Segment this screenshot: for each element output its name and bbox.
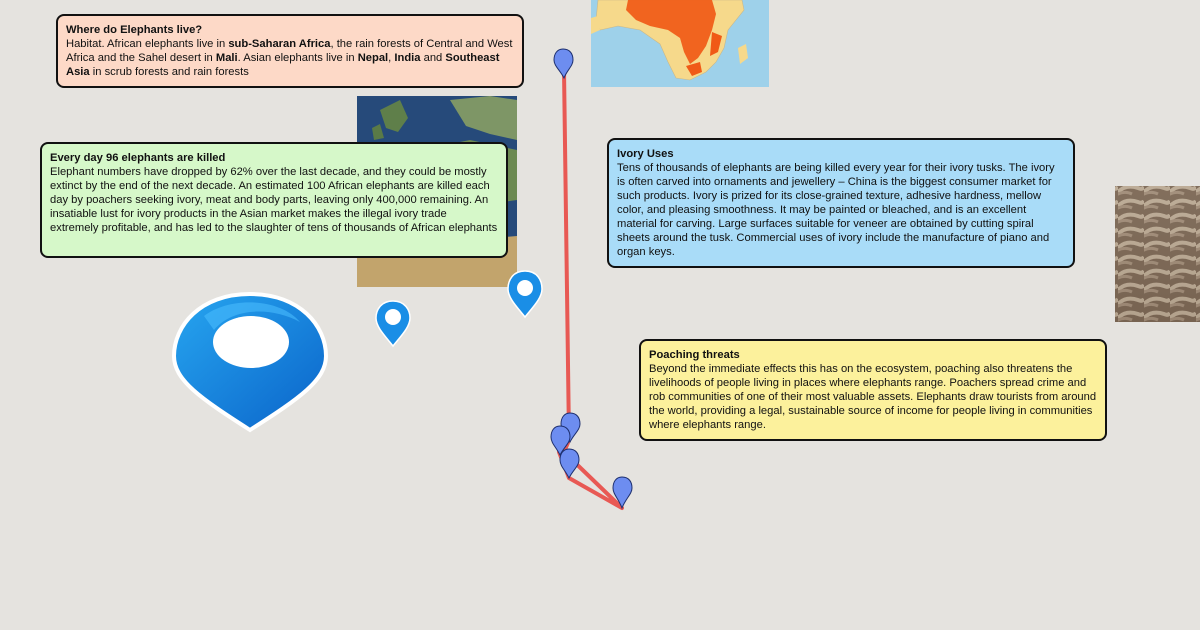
marker-icon[interactable] — [560, 449, 579, 478]
habitat-title: Where do Elephants live? — [66, 24, 203, 36]
ivory-tusks-photo-overlay[interactable] — [1115, 186, 1200, 322]
africa-range-map-overlay[interactable] — [591, 0, 769, 87]
ivory-title: Ivory Uses — [617, 148, 674, 160]
ivory-info-box[interactable] — [607, 138, 1075, 268]
habitat-info-box[interactable] — [56, 14, 524, 88]
large-location-pin-icon[interactable] — [174, 294, 326, 430]
location-pin-icon[interactable] — [508, 271, 542, 317]
poaching-text: Beyond the immediate effects this has on the ecosystem, poaching also threatens the livelihoods of people living in places where elephants range. Poachers spread crime and rob communities of one of their most valuable assets. Elephants draw tourists from around the world, providing a legal, sustainable source of income for people living in communities where elephants range. — [649, 363, 1097, 431]
habitat-text: Habitat. African elephants live in sub-Saharan Africa, the rain forests of Central and West Africa and the Sahel desert in Mali. Asian elephants live in Nepal, India and Southeast Asia in scrub forests and rain forests — [66, 38, 513, 78]
killed-title: Every day 96 elephants are killed — [50, 152, 226, 164]
location-pin-icon[interactable] — [376, 301, 410, 346]
poaching-title: Poaching threats — [649, 349, 740, 361]
marker-icon[interactable] — [554, 49, 573, 78]
killed-text: Elephant numbers have dropped by 62% over the last decade, and they could be mostly extinct by the end of the next decade. An estimated 100 African elephants are killed each day by poachers seeking ivory, meat and body parts, leaving only 400,000 remaining. An insatiable lust for ivory products in the Asian market makes the illegal ivory trade extremely profitable, and has led to the slaughter of tens of thousands of African elephants — [50, 166, 498, 234]
poaching-info-box[interactable] — [639, 339, 1107, 441]
ivory-text: Tens of thousands of elephants are being killed every year for their ivory tusks. The ivory is often carved into ornaments and jewellery – China is the biggest consumer market for such products. Ivory is prized for its close-grained texture, adhesive hardness, mellow color, and pleasing smoothness. It may be painted or bleached, and is an excellent material for carving. Large surfaces suitable for veneer are obtained by cutting spiral sheets around the tusk. Commercial uses of ivory include the manufacture of piano and organ keys. — [617, 162, 1055, 258]
killed-info-box[interactable] — [40, 142, 508, 258]
